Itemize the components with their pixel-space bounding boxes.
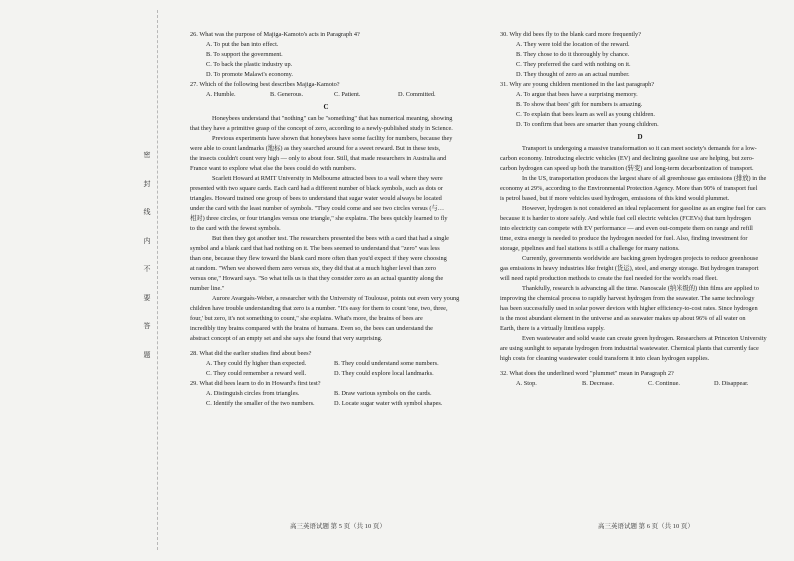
binding-char: 要 (143, 293, 151, 302)
question-32-stem: 32. What does the underlined word "plummet" mean in Paragraph 2? (500, 370, 674, 377)
binding-char: 不 (143, 265, 151, 274)
passage-d-line: improving the chemical process to rapidly harvest hydrogen from the seawater. The same technology (500, 295, 755, 302)
q29-option-c: C. Identify the smaller of the two numbers. (206, 400, 315, 407)
passage-c-line: were able to count landmarks (地标) as they searched around for a sweet reward. But in these tests, (190, 145, 441, 152)
passage-c-line: 相对) three circles, or four triangles versus one triangle," she explains. The bees quickly learned to fly (190, 215, 448, 222)
passage-c-line: that they have a primitive grasp of the concept of zero, according to a newly-published study in Science. (190, 125, 453, 132)
passage-d-line: Transport is undergoing a massive transformation so it can meet society's demands for a low- (522, 145, 757, 152)
q29-option-d: D. Locate sugar water with symbol shapes. (334, 400, 443, 407)
q27-option-b: B. Generous. (270, 91, 304, 98)
q28-option-a: A. They could fly higher than expected. (206, 360, 307, 367)
q27-option-c: C. Patient. (334, 91, 361, 98)
passage-c-line: Honeybees understand that "nothing" can be "something" that has numerical meaning, showing (212, 115, 453, 122)
passage-c-line: abstract concept of an empty set and she says she found that very surprising. (190, 335, 383, 342)
passage-d-line: Currently, governments worldwide are backing green hydrogen projects to reduce greenhouse (522, 255, 759, 262)
section-d-heading: D (637, 133, 643, 141)
passage-c-line: under the card with the least number of symbols. "They could come and see two circles versus (与… (190, 205, 445, 212)
passage-c-line: But then they got another test. The researchers presented the bees with a card that had a single (212, 235, 449, 242)
question-28-stem: 28. What did the earlier studies find about bees? (190, 350, 312, 357)
passage-d-line: because it is harder to store safely. And while fuel cell electric vehicles (FCEVs) that turn hydrogen (500, 215, 751, 222)
question-27-stem: 27. Which of the following best describes Majiga-Kamoto? (190, 81, 340, 88)
section-c-heading: C (323, 103, 329, 111)
question-26-stem: 26. What was the purpose of Majiga-Kamoto's acts in Paragraph 4? (190, 31, 360, 38)
q28-option-c: C. They could remember a reward well. (206, 370, 307, 377)
page-footer-left: 高三英语试题 第 5 页（共 10 页） (290, 523, 386, 530)
q29-options-row2 (190, 399, 462, 409)
left-column (190, 30, 462, 409)
passage-d-line: However, hydrogen is not considered an ideal replacement for gasoline as an engine fuel for cars (522, 205, 766, 212)
q32-option-c: C. Continue. (648, 380, 681, 387)
passage-d-line: Earth, there is a virtually limitless supply. (500, 325, 605, 332)
q26-option-c: C. To back the plastic industry up. (206, 61, 293, 68)
passage-d-line: In the US, transportation produces the largest share of all greenhouse gas emissions (排放) in the (522, 175, 767, 182)
passage-d-line: time, extra energy is needed to produce the hydrogen needed for fuel. Also, finding investment for (500, 235, 748, 242)
passage-d-line: are using sunlight to separate hydrogen from industrial wastewater. Chemical plants that currently face (500, 345, 759, 352)
passage-d-line: into electricity can compete with EV performance — and even out-compete them on range and refill (500, 225, 753, 232)
passage-c-line: four,' but zero, it's not something to count," she explains. What's more, the brains of bees are (190, 315, 423, 322)
binding-char: 题 (143, 350, 151, 359)
passage-d-line: economy at 29%, according to the Environmental Protection Agency. More than 90% of transport fuel (500, 185, 758, 192)
q28-option-b: B. They could understand some numbers. (334, 360, 439, 367)
passage-d-line: is the most abundant element in the universe and as seawater makes up about 96% of all water on (500, 315, 746, 322)
binding-divider (157, 10, 158, 550)
binding-notice (140, 150, 154, 360)
q27-option-d: D. Committed. (398, 91, 436, 98)
q29-option-b: B. Draw various symbols on the cards. (334, 390, 432, 397)
passage-c-line: versus one," Howard says. "So what tells us is that they consider zero as an actual quantity along the (190, 275, 444, 282)
passage-c-line: triangles. Howard trained one group of bees to understand that sugar water would always be located (190, 195, 442, 202)
q26-option-b: B. To support the government. (206, 51, 283, 58)
page-footer-right: 高三英语试题 第 6 页（共 10 页） (598, 523, 694, 530)
question-29-stem: 29. What did bees learn to do in Howard's first test? (190, 380, 321, 387)
passage-d-line: storage, pipelines and fuel stations is still a challenge for many nations. (500, 245, 680, 252)
passage-d-line: gas emissions in heavy industries like freight (货运), steel, and energy storage. But hydrogen transport (500, 265, 759, 272)
passage-d-line: carbon hydrogen can speed up both the transition (转变) and long-term decarbonization of transport. (500, 165, 754, 172)
passage-c-line: children have trouble understanding that zero is a number. "It's easy for them to count 'one, two, three, (190, 305, 448, 312)
question-31-stem: 31. Why are young children mentioned in the last paragraph? (500, 81, 655, 88)
passage-c-line: Previous experiments have shown that honeybees have some facility for numbers, because they (212, 135, 453, 142)
binding-char: 封 (143, 179, 151, 188)
q29-options-row1 (190, 389, 462, 399)
q31-option-c: C. To explain that bees learn as well as young children. (516, 111, 655, 118)
passage-c-line: symbol and a blank card that had nothing on it. The bees seemed to understand that "zero" was less (190, 245, 440, 252)
q32-option-b: B. Decrease. (582, 380, 614, 387)
q27-options (190, 90, 462, 100)
binding-char: 答 (143, 322, 151, 331)
q32-options (500, 379, 780, 389)
q27-option-a: A. Humble. (206, 91, 236, 98)
passage-d-line: Even wastewater and solid waste can create green hydrogen. Researchers at Princeton University (522, 335, 767, 342)
q31-option-a: A. To argue that bees have a surprising memory. (516, 91, 638, 98)
passage-c-line: Aurore Avarguès-Weber, a researcher with the University of Toulouse, points out even very young (212, 295, 460, 302)
q30-option-b: B. They chose to do it thoroughly by chance. (516, 51, 630, 58)
q30-option-a: A. They were told the location of the reward. (516, 41, 630, 48)
passage-c-line: number line." (190, 285, 225, 292)
passage-d-line: Thankfully, research is advancing all the time. Nanoscale (纳米级的) thin films are applied to (522, 285, 759, 292)
passage-d-line: carbon economy. Introducing electric vehicles (EV) and declining gasoline use are helping, but zero- (500, 155, 754, 162)
q28-options-row2 (190, 369, 462, 379)
q32-option-d: D. Disappear. (714, 380, 749, 387)
q31-option-b: B. To show that bees' gift for numbers is amazing. (516, 101, 643, 108)
q30-option-d: D. They thought of zero as an actual number. (516, 71, 630, 78)
passage-c-line: at random. "When we showed them zero versus six, they did that at a much higher level than zero (190, 265, 436, 272)
passage-c-line: Scarlett Howard at RMIT University in Melbourne attracted bees to a wall where they were (212, 175, 443, 182)
q32-option-a: A. Stop. (516, 380, 537, 387)
q31-option-d: D. To confirm that bees are smarter than young children. (516, 121, 659, 128)
q30-option-c: C. They preferred the card with nothing on it. (516, 61, 631, 68)
q28-options-row1 (190, 359, 462, 369)
binding-char: 密 (143, 151, 151, 159)
passage-d-line: is petrol based, but if more vehicles used hydrogen, emissions of this kind would plummet. (500, 195, 730, 202)
passage-c-line: the insects couldn't count very high — only to about four. Still, that made researchers in Australia and (190, 155, 447, 162)
right-column (500, 30, 780, 389)
passage-c-line: than one, because they flew toward the blank card more often than you'd expect if they were choosing (190, 255, 447, 262)
passage-d-line: will need rapid production methods to create the fuel needed for the world's road fleet. (500, 275, 718, 282)
q28-option-d: D. They could explore local landmarks. (334, 370, 434, 377)
question-30-stem: 30. Why did bees fly to the blank card more frequently? (500, 31, 641, 38)
binding-char: 内 (143, 236, 151, 245)
q26-option-d: D. To promote Malawi's economy. (206, 71, 293, 78)
passage-d-line: has been successfully used in solar power devices with higher efficiency-to-cost rates. Since hydrogen (500, 305, 758, 312)
binding-char: 线 (143, 208, 151, 217)
passage-c-line: presented with two square cards. Each card had a different number of black symbols, such as dots or (190, 185, 443, 192)
passage-c-line: incredibly tiny brains compared with the brains of humans. Even so, the bees can understand the (190, 325, 433, 332)
q26-option-a: A. To put the ban into effect. (206, 41, 279, 48)
q29-option-a: A. Distinguish circles from triangles. (206, 390, 300, 397)
passage-d-line: high costs for cleaning wastewater could transform it into clean hydrogen supplies. (500, 355, 710, 362)
passage-c-line: France want to explore what else the bees could do with numbers. (190, 165, 357, 172)
passage-c-line: to the card with the fewest symbols. (190, 225, 281, 232)
